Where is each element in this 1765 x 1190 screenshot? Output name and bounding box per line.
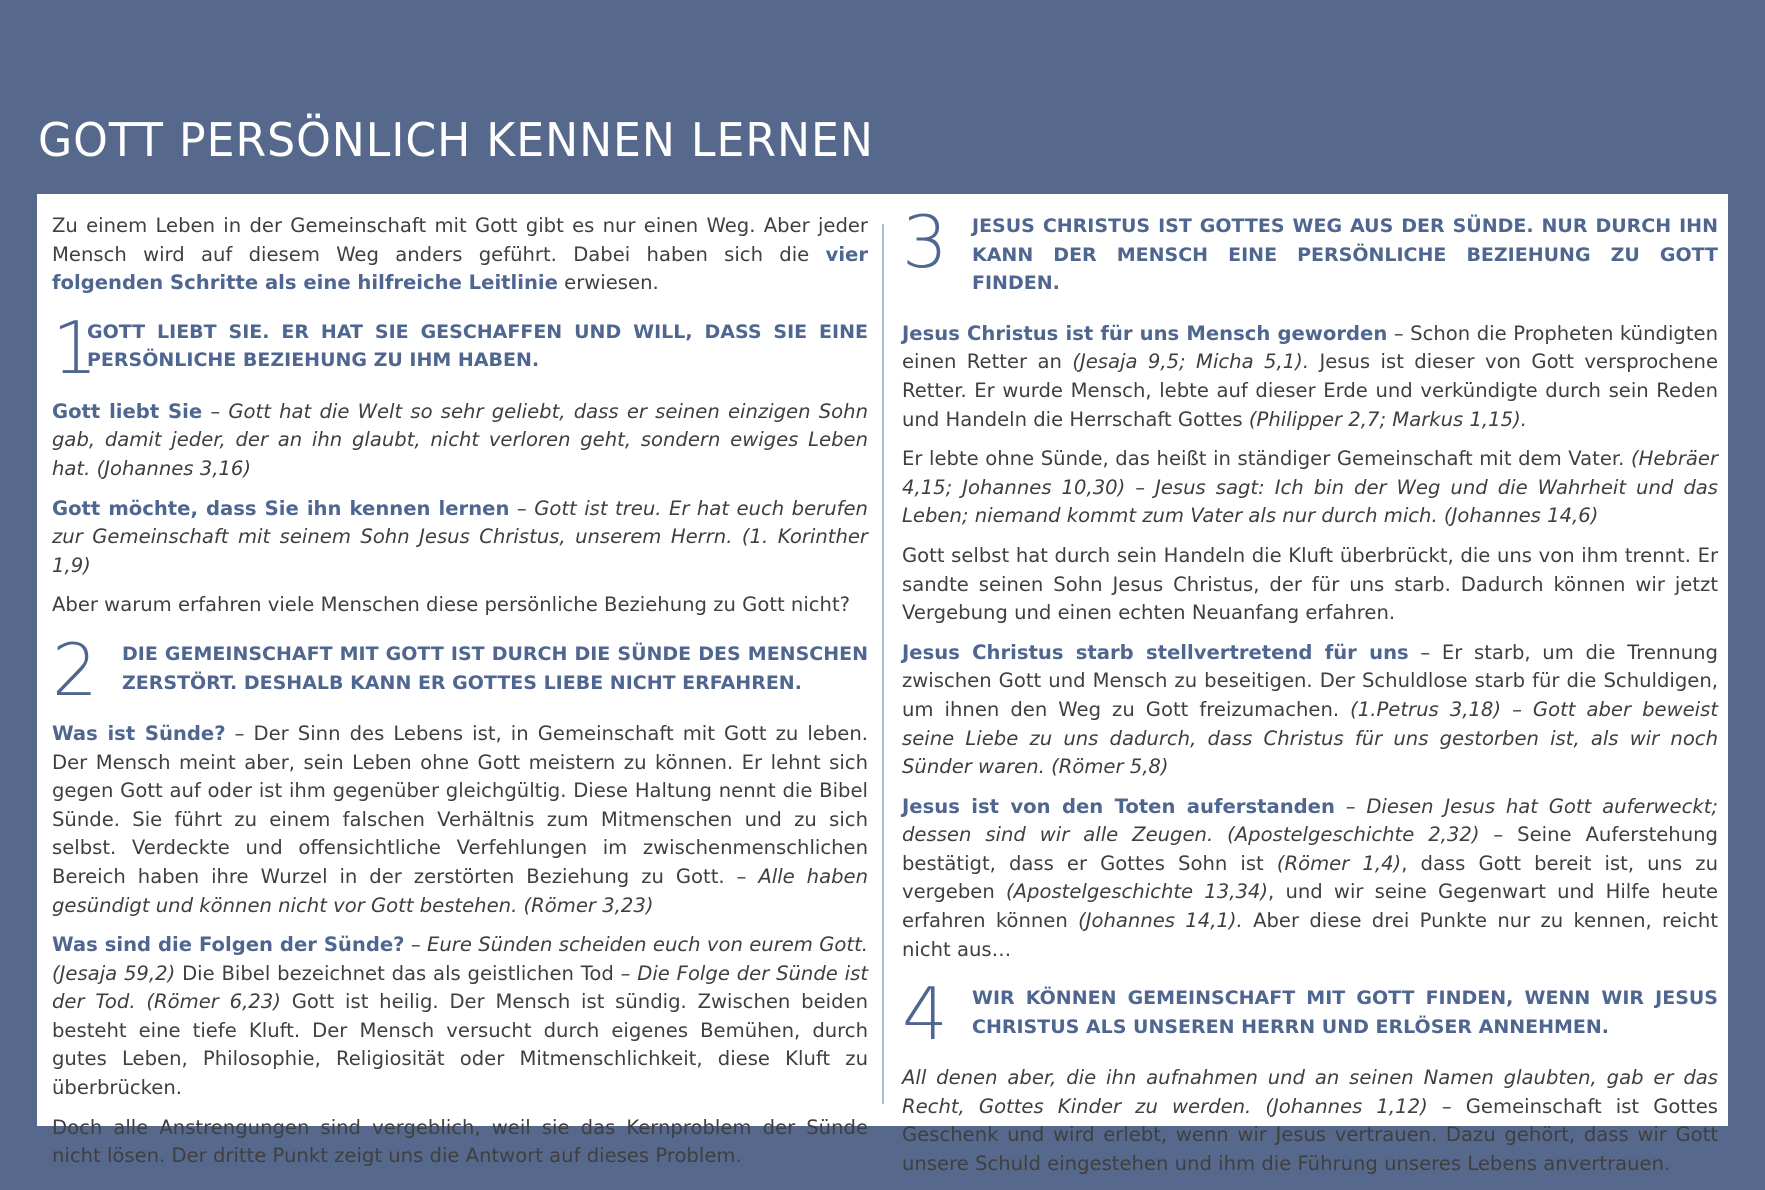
step-3-quote-5: Diesen Jesus hat Gott auferweckt; dessen sind wir alle Zeugen. (Apostelgeschichte 2,32) xyxy=(902,794,1718,847)
step-4-number: 4 xyxy=(902,972,948,1057)
step-3-quote-2: (Hebräer 4,15; Johannes 10,30) – Jesus sagt: Ich bin der Weg und die Wahrheit und das Leben; niemand kommt zum Vater als nur durch mich. (Johannes 14,6) xyxy=(902,447,1718,528)
step-1-number: 1 xyxy=(52,305,98,390)
step-3-ref-5b: (Apostelgeschichte 13,34) xyxy=(1005,880,1269,904)
step-4-paragraph-1 xyxy=(902,1064,1718,1178)
dash: – xyxy=(404,933,427,957)
step-3-paragraph-2 xyxy=(902,445,1718,531)
intro-highlight: vier folgenden Schritte als eine hilfreiche Leitlinie xyxy=(52,242,868,295)
step-3-text-4: – Er starb, um die Trennung zwischen Gott und Mensch zu beseitigen. Der Schuldlose starb für die Schuldigen, um ihnen den Weg zu Gott freizumachen. xyxy=(902,640,1718,721)
step-2-number: 2 xyxy=(52,627,98,712)
step-1-paragraph-1 xyxy=(52,398,868,484)
step-2-quote-2a: Eure Sünden scheiden euch von eurem Gott. (Jesaja 59,2) xyxy=(52,933,868,985)
intro-paragraph xyxy=(52,212,868,298)
step-3-ref-5a: (Römer 1,4) xyxy=(1276,851,1402,875)
left-column xyxy=(52,212,868,1182)
step-2-quote-1: Alle haben gesündigt und können nicht vor Gott bestehen. (Römer 3,23) xyxy=(52,864,868,917)
step-1-quote-1: Gott hat die Welt so sehr geliebt, dass er seinen einzigen Sohn gab, damit jeder, der an ihn glaubt, nicht verloren geht, sondern ewiges Leben hat. (Johannes 3,16) xyxy=(52,399,868,480)
step-1-paragraph-2 xyxy=(52,495,868,581)
content-panel xyxy=(37,194,1728,1176)
intro-text: Zu einem Leben in der Gemeinschaft mit Gott gibt es nur einen Weg. Aber jeder Mensch wird auf diesem Weg anders geführt. Dabei haben sich die xyxy=(52,214,868,266)
step-3-heading: JESUS CHRISTUS IST GOTTES WEG AUS DER SÜNDE. NUR DURCH IHN KANN DER MENSCH EINE PERSÖNLICHE BEZIEHUNG ZU GOTT FINDEN. xyxy=(972,215,1718,295)
dash: – xyxy=(202,399,229,423)
step-1 xyxy=(52,305,868,390)
step-2-lead-1: Was ist Sünde? xyxy=(52,721,226,745)
dash: – xyxy=(509,496,535,520)
step-1-heading: GOTT LIEBT SIE. ER HAT SIE GESCHAFFEN UND WILL, DASS SIE EINE PERSÖNLICHE BEZIEHUNG ZU IHM HABEN. xyxy=(87,320,868,372)
step-3-text-5c: , und wir seine Gegenwart und Hilfe heute erfahren können xyxy=(902,880,1719,933)
step-3-paragraph-1 xyxy=(902,320,1718,434)
step-3-text-5a: – Seine Auferstehung bestätigt, dass er Gottes Sohn ist xyxy=(902,823,1718,875)
step-2-quote-2b: Die Folge der Sünde ist der Tod. (Römer 6,23) xyxy=(52,961,868,1014)
step-3-ref-1a: (Jesaja 9,5; Micha 5,1). xyxy=(1072,350,1310,374)
step-2 xyxy=(52,627,868,712)
step-3-ref-1b: (Philipper 2,7; Markus 1,15). xyxy=(1248,407,1527,431)
step-3-paragraph-4 xyxy=(902,639,1718,782)
step-2-lead-2: Was sind die Folgen der Sünde? xyxy=(52,933,405,957)
column-divider xyxy=(882,224,884,1104)
step-2-paragraph-3: Doch alle Anstrengungen sind vergeblich, weil sie das Kernproblem der Sünde nicht lösen. Der dritte Punkt zeigt uns die Antwort auf dieses Problem. xyxy=(52,1115,868,1168)
step-3-paragraph-3: Gott selbst hat durch sein Handeln die Kluft überbrückt, die uns von ihm trennt. Er sandte seinen Sohn Jesus Christus, der für uns starb. Dadurch können wir jetzt Vergebung und einen echten Neuanfang erfahren. xyxy=(902,543,1718,625)
step-3-quote-4: (1.Petrus 3,18) – Gott aber beweist seine Liebe zu uns dadurch, dass Christus für uns gestorben ist, als wir noch Sünder waren. (Römer 5,8) xyxy=(902,697,1718,779)
step-3-paragraph-5 xyxy=(902,793,1718,965)
step-3-lead-4: Jesus Christus starb stellvertretend für uns xyxy=(902,640,1409,664)
step-3-lead-5: Jesus ist von den Toten auferstanden xyxy=(902,794,1335,818)
step-2-heading: DIE GEMEINSCHAFT MIT GOTT IST DURCH DIE SÜNDE DES MENSCHEN ZERSTÖRT. DESHALB KANN ER GOTTES LIEBE NICHT ERFAHREN. xyxy=(122,642,868,694)
step-4-heading: WIR KÖNNEN GEMEINSCHAFT MIT GOTT FINDEN, WENN WIR JESUS CHRISTUS ALS UNSEREN HERRN UND ERLÖSER ANNEHMEN. xyxy=(972,987,1718,1038)
page-title: GOTT PERSÖNLICH KENNEN LERNEN xyxy=(38,113,874,167)
step-3 xyxy=(902,200,1718,298)
right-column xyxy=(902,200,1719,1190)
step-2-text-1: – Der Sinn des Lebens ist, in Gemeinschaft mit Gott zu leben. Der Mensch meint aber, sein Leben ohne Gott meistern zu können. Er lehnt sich gegen Gott auf oder ist ihm gegenüber gleichgültig. Diese Haltung nennt die Bibel Sünde. Sie führt zu einem falschen Verhältnis zum Mitmenschen und zu sich selbst. Verdeckte und offensichtliche Verfehlungen im zwischenmenschlichen Bereich haben ihre Wurzel in der zerstörten Beziehung zu Gott. – xyxy=(52,721,868,888)
intro-text-end: erwiesen. xyxy=(557,271,659,295)
step-2-text-2b: Gott ist heilig. Der Mensch ist sündig. Zwischen beiden besteht eine tiefe Kluft. Der Mensch versucht durch eigenes Bemühen, durch gutes Leben, Philosophie, Religiosität oder Mitmenschlichkeit, diese Kluft zu überbrücken. xyxy=(52,990,868,1100)
step-2-paragraph-1 xyxy=(52,720,868,920)
step-4-text-1: – Gemeinschaft ist Gottes Geschenk und wird erlebt, wenn wir Jesus vertrauen. Dazu gehört, dass wir Gott unsere Schuld eingestehen und ihm die Führung unseres Lebens anvertrauen. xyxy=(902,1094,1718,1176)
step-3-lead-1: Jesus Christus ist für uns Mensch geworden xyxy=(902,321,1388,345)
dash: – xyxy=(1334,794,1367,818)
step-2-paragraph-2 xyxy=(52,931,868,1103)
step-3-text-5d: Aber diese drei Punkte nur zu kennen, reicht nicht aus… xyxy=(902,909,1719,961)
step-3-ref-5c: (Johannes 14,1). xyxy=(1078,909,1243,933)
step-2-text-2a: Die Bibel bezeichnet das als geistlichen Tod – xyxy=(175,961,638,985)
step-3-text-1a: – Schon die Propheten kündigten einen Retter an xyxy=(902,321,1718,374)
step-1-lead-1: Gott liebt Sie xyxy=(52,399,203,423)
step-3-number: 3 xyxy=(902,200,948,284)
step-3-text-2: Er lebte ohne Sünde, das heißt in ständiger Gemeinschaft mit dem Vater. xyxy=(902,447,1631,471)
step-4 xyxy=(902,972,1718,1057)
step-1-paragraph-3: Aber warum erfahren viele Menschen diese persönliche Beziehung zu Gott nicht? xyxy=(52,593,851,617)
step-3-text-1b: Jesus ist dieser von Gott versprochene Retter. Er wurde Mensch, lebte auf dieser Erde und verkündigte durch sein Reden und Handeln die Herrschaft Gottes xyxy=(902,350,1719,431)
step-3-text-5b: , dass Gott bereit ist, uns zu vergeben xyxy=(902,851,1719,904)
step-1-lead-2: Gott möchte, dass Sie ihn kennen lernen xyxy=(52,496,510,520)
step-4-quote-1: All denen aber, die ihn aufnahmen und an seinen Namen glaubten, gab er das Recht, Gottes Kinder zu werden. (Johannes 1,12) xyxy=(902,1066,1718,1118)
step-1-quote-2: Gott ist treu. Er hat euch berufen zur Gemeinschaft mit seinem Sohn Jesus Christus, unserem Herrn. (1. Korinther 1,9) xyxy=(52,496,868,577)
